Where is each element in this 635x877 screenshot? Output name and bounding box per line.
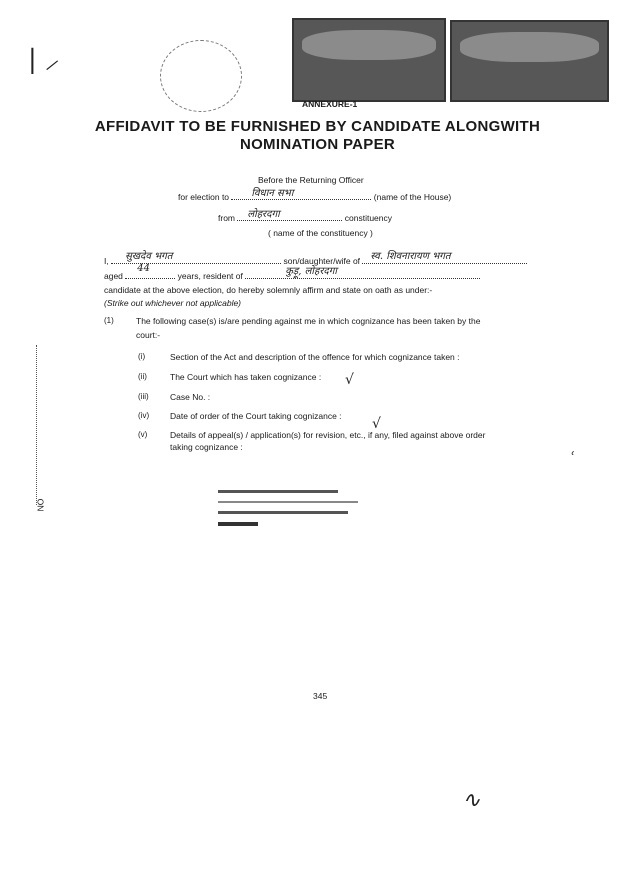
aged-label: aged [104, 271, 123, 281]
subitem-2-text: The Court which has taken cognizance : [170, 372, 322, 382]
subitem-5-number: (v) [138, 430, 148, 439]
deponent-prefix: I, [104, 256, 109, 266]
margin-vertical-text [36, 345, 47, 505]
item1-number: (1) [104, 316, 114, 325]
subitem-5-text: Details of appeal(s) / application(s) for revision, etc., if any, filed against above order [170, 430, 486, 440]
election-value: विधान सभा [251, 188, 294, 199]
subitem-4-number: (iv) [138, 411, 150, 420]
notary-stamp-block [218, 486, 368, 546]
relation-label: son/daughter/wife of [283, 256, 361, 266]
handwritten-mark-v: ʿ [570, 450, 575, 466]
age-value: 44 [137, 263, 151, 274]
subitem-3-text: Case No. : [170, 392, 211, 402]
age-field [125, 263, 175, 279]
stamp-emblem-right [460, 32, 599, 62]
resident-value: कुड़ू, लोहरदगा [285, 266, 337, 277]
constituency-field [237, 211, 342, 221]
subitem-2-number: (ii) [138, 372, 147, 381]
relation-name: स्व. शिवनारायण भगत [370, 251, 451, 262]
aged-line [104, 263, 480, 281]
subitem-1-number: (i) [138, 352, 146, 361]
strike-note: (Strike out whichever not applicable) [104, 298, 242, 308]
resident-field [245, 266, 480, 279]
subitem-1-text: Section of the Act and description of the offence for which cognizance taken : [170, 352, 460, 362]
constituency-line [218, 211, 392, 223]
subitem-5-text-cont: taking cognizance : [170, 442, 243, 452]
subitem-3-number: (iii) [138, 392, 149, 401]
constituency-note: ( name of the constituency ) [268, 228, 373, 238]
election-label: for election to [178, 192, 230, 202]
before-returning-officer: Before the Returning Officer [258, 175, 364, 185]
document-title-line2: NOMINATION PAPER [239, 136, 396, 153]
house-note: (name of the House) [373, 192, 452, 202]
stamp-emblem [302, 30, 436, 60]
notary-seal [160, 40, 242, 112]
initial-mark: ∿ [462, 788, 481, 813]
relation-field [362, 251, 527, 264]
page-number: 345 [313, 691, 328, 701]
constituency-value: लोहरदगा [247, 209, 280, 220]
election-field [231, 190, 371, 200]
from-label: from [218, 213, 235, 223]
item1-text-b: court:- [136, 330, 161, 340]
election-line [178, 190, 451, 202]
years-resident-label: years, resident of [177, 271, 243, 281]
deponent-name: सुखदेव भगत [125, 251, 173, 262]
document-title-line1: AFFIDAVIT TO BE FURNISHED BY CANDIDATE ALONGWITH [94, 118, 541, 135]
item1-text-a: The following case(s) is/are pending against me in which cognizance has been taken by the [136, 316, 481, 326]
subitem-4-text: Date of order of the Court taking cognizance : [170, 411, 342, 421]
margin-mark-no: NO [35, 498, 46, 512]
constituency-suffix: constituency [344, 213, 392, 223]
handwritten-mark-ii: √ [345, 372, 354, 388]
stamp-paper-left [292, 18, 446, 102]
stamp-paper-right [450, 20, 609, 102]
candidate-line: candidate at the above election, do hereby solemnly affirm and state on oath as under:- [104, 285, 433, 295]
handwritten-mark-iv: √ [372, 416, 381, 432]
annexure-label: ANNEXURE-1 [302, 99, 358, 109]
margin-mark-top: | ⸝ [28, 45, 59, 75]
